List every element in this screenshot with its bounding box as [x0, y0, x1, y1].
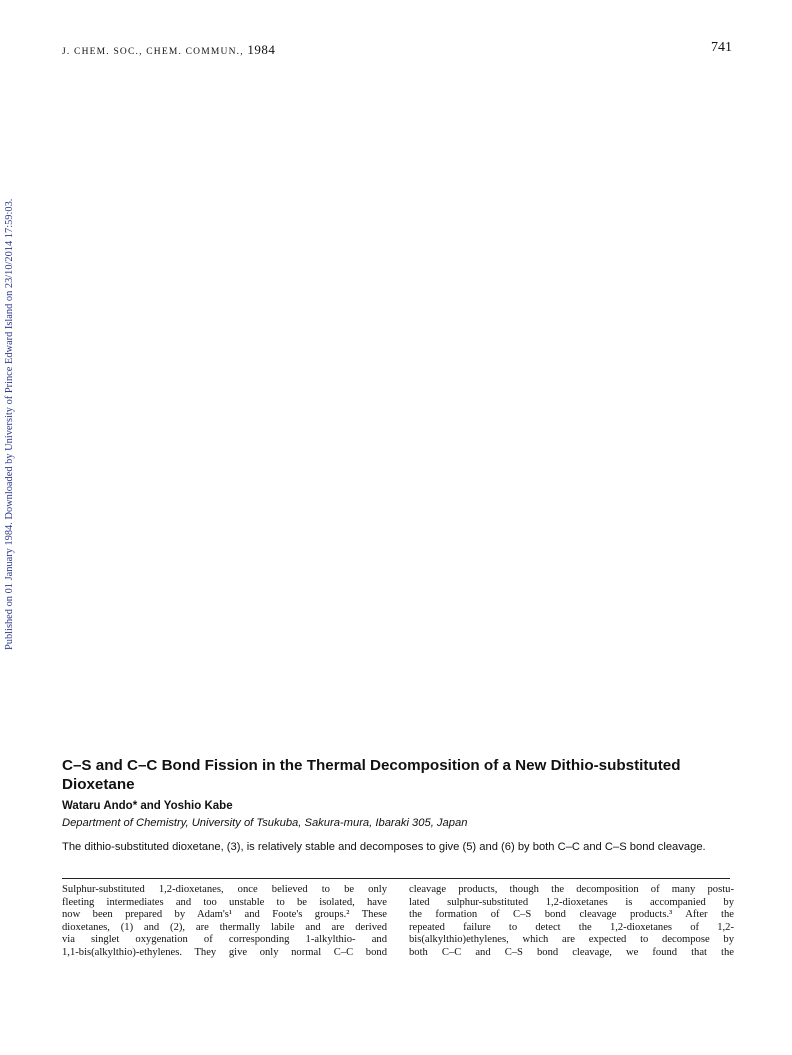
author-affiliation: Department of Chemistry, University of Tsukuba, Sakura-mura, Ibaraki 305, Japan	[62, 817, 468, 829]
body-line: dioxetanes, (1) and (2), are thermally labile and are derived	[62, 921, 387, 933]
body-line: 1,1-bis(alkylthio)-ethylenes. They give only normal C–C bond	[62, 946, 387, 958]
body-line: via singlet oxygenation of corresponding 1-alkylthio- and	[62, 934, 387, 946]
article-title: C–S and C–C Bond Fission in the Thermal Decomposition of a New Dithio-substituted Dioxetane	[62, 757, 681, 793]
body-line: lated sulphur-substituted 1,2-dioxetanes is accompanied by	[409, 896, 734, 908]
journal-year: 1984	[247, 42, 276, 57]
page-number: 741	[711, 40, 732, 55]
article-abstract: The dithio-substituted dioxetane, (3), is relatively stable and decomposes to give (5) and (6) by both C–C and C–S bond cleavage.	[62, 841, 706, 853]
download-watermark: Published on 01 January 1984. Downloaded by University of Prince Edward Island on 23/10/2014 17:59:03.	[4, 198, 15, 650]
body-line: Sulphur-substituted 1,2-dioxetanes, once believed to be only	[62, 884, 387, 895]
journal-name: J. CHEM. SOC., CHEM. COMMUN.,	[62, 47, 244, 57]
section-divider	[62, 878, 730, 879]
body-column-right	[409, 884, 734, 960]
body-column-left	[62, 884, 387, 960]
body-line: cleavage products, though the decomposition of many postu-	[409, 884, 734, 895]
body-line: repeated failure to detect the 1,2-dioxetanes of 1,2-	[409, 921, 734, 933]
body-line: now been prepared by Adam's¹ and Foote's groups.² These	[62, 909, 387, 921]
body-line: the formation of C–S bond cleavage products.³ After the	[409, 909, 734, 921]
body-line: fleeting intermediates and too unstable to be isolated, have	[62, 896, 387, 908]
body-line: both C–C and C–S bond cleavage, we found that the	[409, 946, 734, 958]
article-authors: Wataru Ando* and Yoshio Kabe	[62, 800, 233, 812]
running-head	[62, 42, 275, 58]
body-line: bis(alkylthio)ethylenes, which are expected to decompose by	[409, 934, 734, 946]
